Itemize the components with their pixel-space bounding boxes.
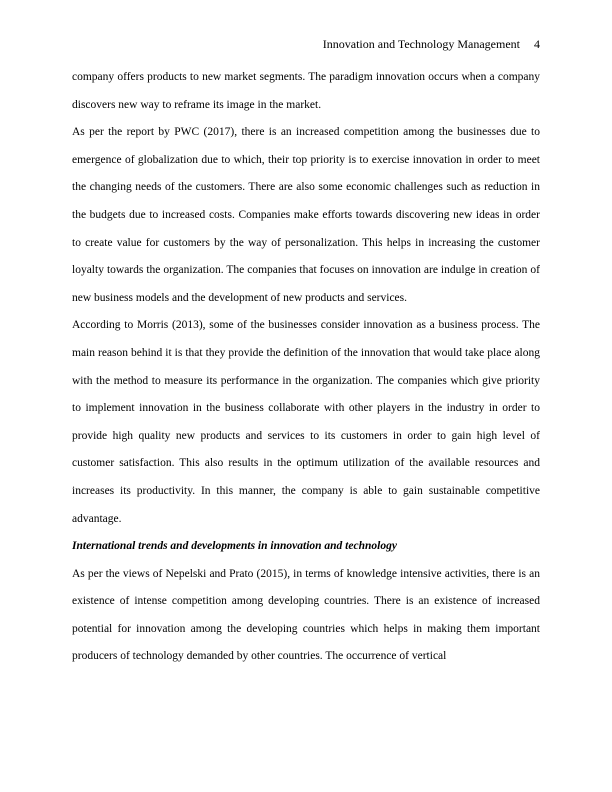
page-header <box>323 36 540 52</box>
page-number: 4 <box>534 37 540 51</box>
paragraph-2: As per the report by PWC (2017), there is an increased competition among the businesses due to emergence of globalization due to which, their top priority is to exercise innovation in order to meet the changing needs of the customers. There are also some economic challenges such as reduction in the budgets due to increased costs. Companies make efforts towards discovering new ideas in order to create value for customers by the way of personalization. This helps in increasing the customer loyalty towards the organization. The companies that focuses on innovation are indulge in creation of new business models and the development of new products and services. <box>72 126 540 304</box>
running-title: Innovation and Technology Management <box>322 37 520 51</box>
paragraph-1: company offers products to new market segments. The paradigm innovation occurs when a company discovers new way to reframe its image in the market. <box>72 71 540 111</box>
section-heading: International trends and developments in innovation and technology <box>72 540 397 553</box>
document-body <box>72 64 540 671</box>
section-paragraph: As per the views of Nepelski and Prato (2015), in terms of knowledge intensive activities, there is an existence of intense competition among developing countries. There is an existence of increased potential for innovation among the developing countries which helps in making them important producers of technology demanded by other countries. The occurrence of vertical <box>72 567 540 663</box>
paragraph-3: According to Morris (2013), some of the businesses consider innovation as a business process. The main reason behind it is that they provide the definition of the innovation that would take place along with the method to measure its performance in the organization. The companies which give priority to implement innovation in the business collaborate with other players in the industry in order to provide high quality new products and services to its customers in order to gain high level of customer satisfaction. This also results in the optimum utilization of the available resources and increases its productivity. In this manner, the company is able to gain sustainable competitive advantage. <box>72 319 540 525</box>
